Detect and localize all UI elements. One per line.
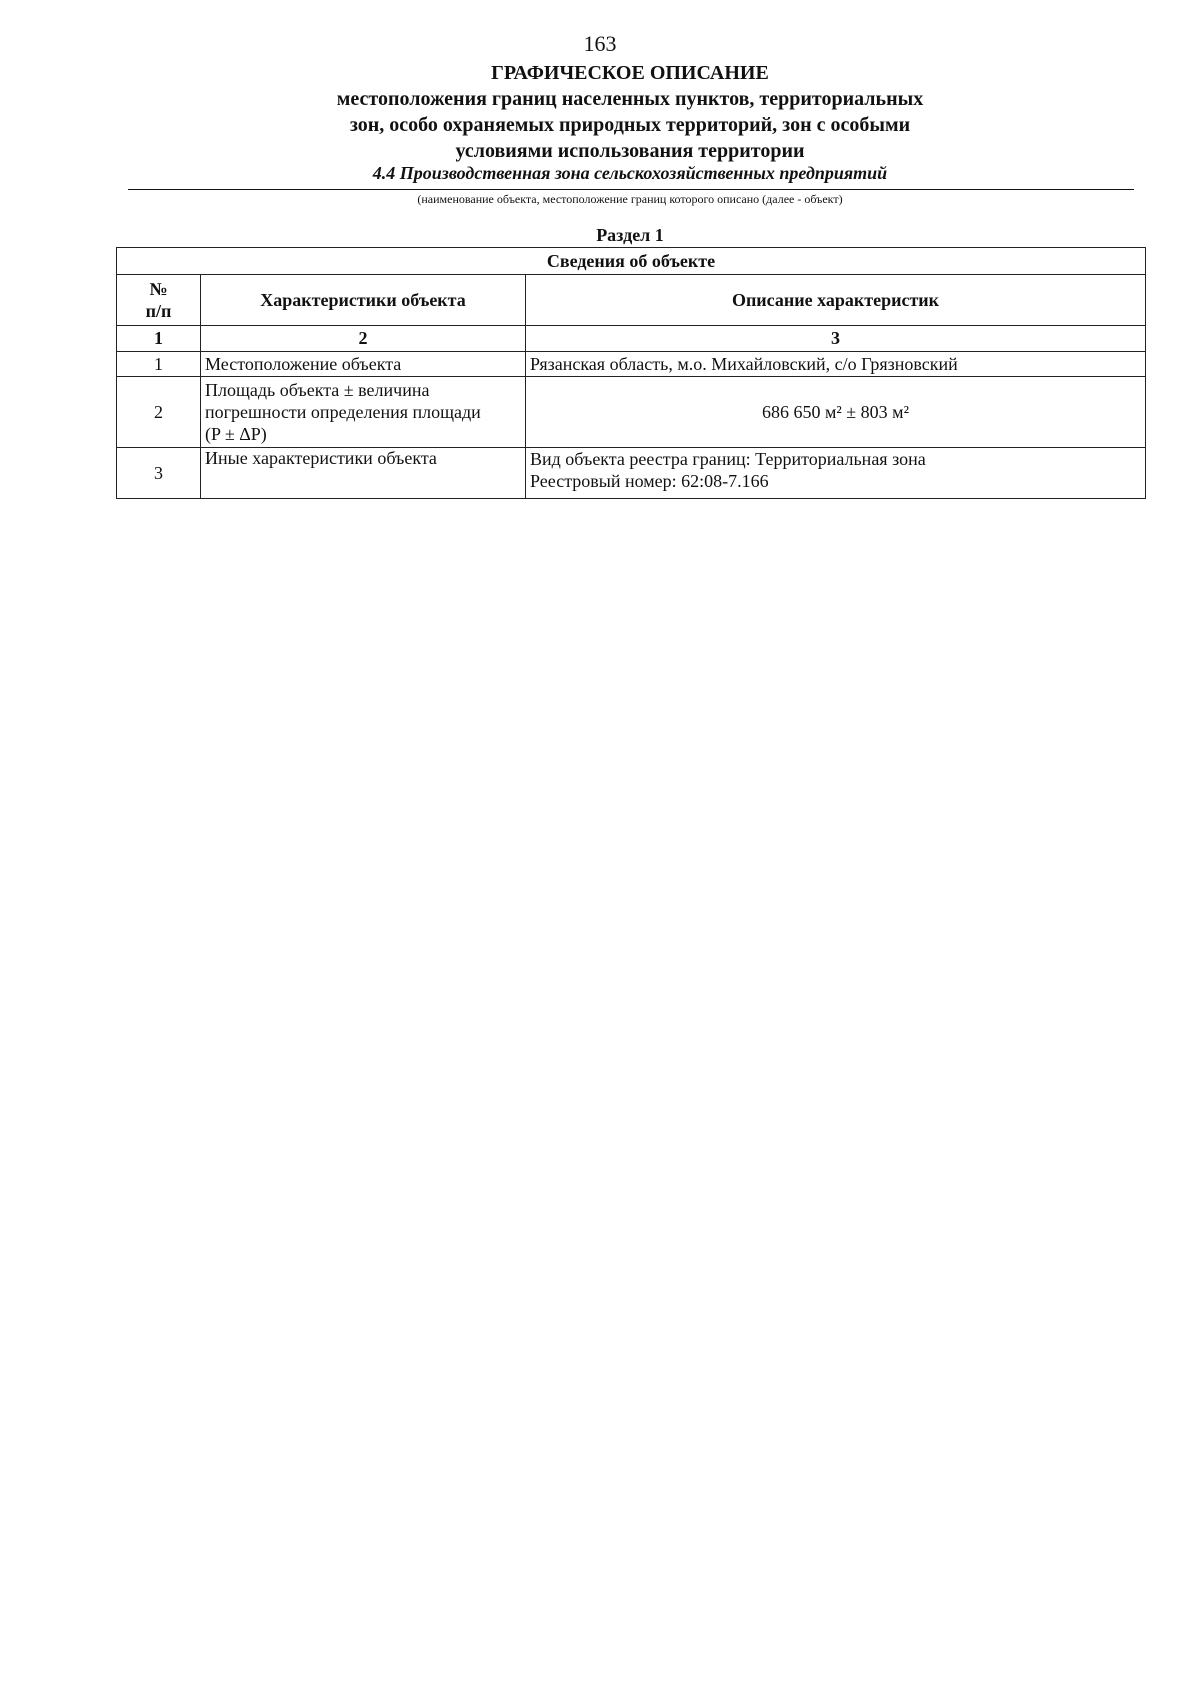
row-characteristic: Местоположение объекта [201, 352, 526, 377]
document-title [120, 60, 1140, 164]
object-info-table [116, 247, 1146, 499]
row-characteristic-line-2: погрешности определения площади [205, 402, 481, 422]
row-number: 1 [117, 352, 201, 377]
object-name-caption: (наименование объекта, местоположение границ которого описано (далее - объект) [417, 192, 843, 206]
row-description: 686 650 м² ± 803 м² [526, 377, 1146, 448]
object-name-underline [128, 189, 1134, 190]
row-number: 2 [117, 377, 201, 448]
row-description-line-1: Вид объекта реестра границ: Территориальная зона [530, 449, 926, 469]
row-number: 3 [117, 448, 201, 499]
header-number [117, 275, 201, 326]
row-characteristic-line-3: (P ± ΔP) [205, 424, 267, 444]
row-characteristic-line-1: Площадь объекта ± величина [205, 380, 430, 400]
column-number-3: 3 [526, 326, 1146, 352]
column-number-2: 2 [201, 326, 526, 352]
title-line-4: условиями использования территории [455, 140, 805, 162]
title-line-3: зон, особо охраняемых природных территорий, зон с особыми [349, 114, 911, 136]
row-characteristic: Иные характеристики объекта [201, 448, 526, 499]
row-description-line-2: Реестровый номер: 62:08-7.166 [530, 471, 769, 491]
header-number-line-1: № [149, 279, 168, 299]
table-header-row [117, 275, 1146, 326]
title-line-1: ГРАФИЧЕСКОЕ ОПИСАНИЕ [491, 62, 769, 84]
column-number-1: 1 [117, 326, 201, 352]
page-number: 163 [583, 31, 617, 56]
table-caption-row [117, 248, 1146, 275]
row-characteristic [201, 377, 526, 448]
table-row [117, 377, 1146, 448]
object-name: 4.4 Производственная зона сельскохозяйственных предприятий [372, 163, 888, 183]
title-line-2: местоположения границ населенных пунктов, территориальных [336, 88, 924, 110]
section-title: Раздел 1 [596, 225, 664, 245]
table-caption: Сведения об объекте [117, 248, 1146, 275]
row-description [526, 448, 1146, 499]
row-description: Рязанская область, м.о. Михайловский, с/о Грязновский [526, 352, 1146, 377]
header-description: Описание характеристик [526, 275, 1146, 326]
header-characteristics: Характеристики объекта [201, 275, 526, 326]
column-number-row [117, 326, 1146, 352]
table-row [117, 448, 1146, 499]
table-row [117, 352, 1146, 377]
header-number-line-2: п/п [145, 301, 172, 321]
